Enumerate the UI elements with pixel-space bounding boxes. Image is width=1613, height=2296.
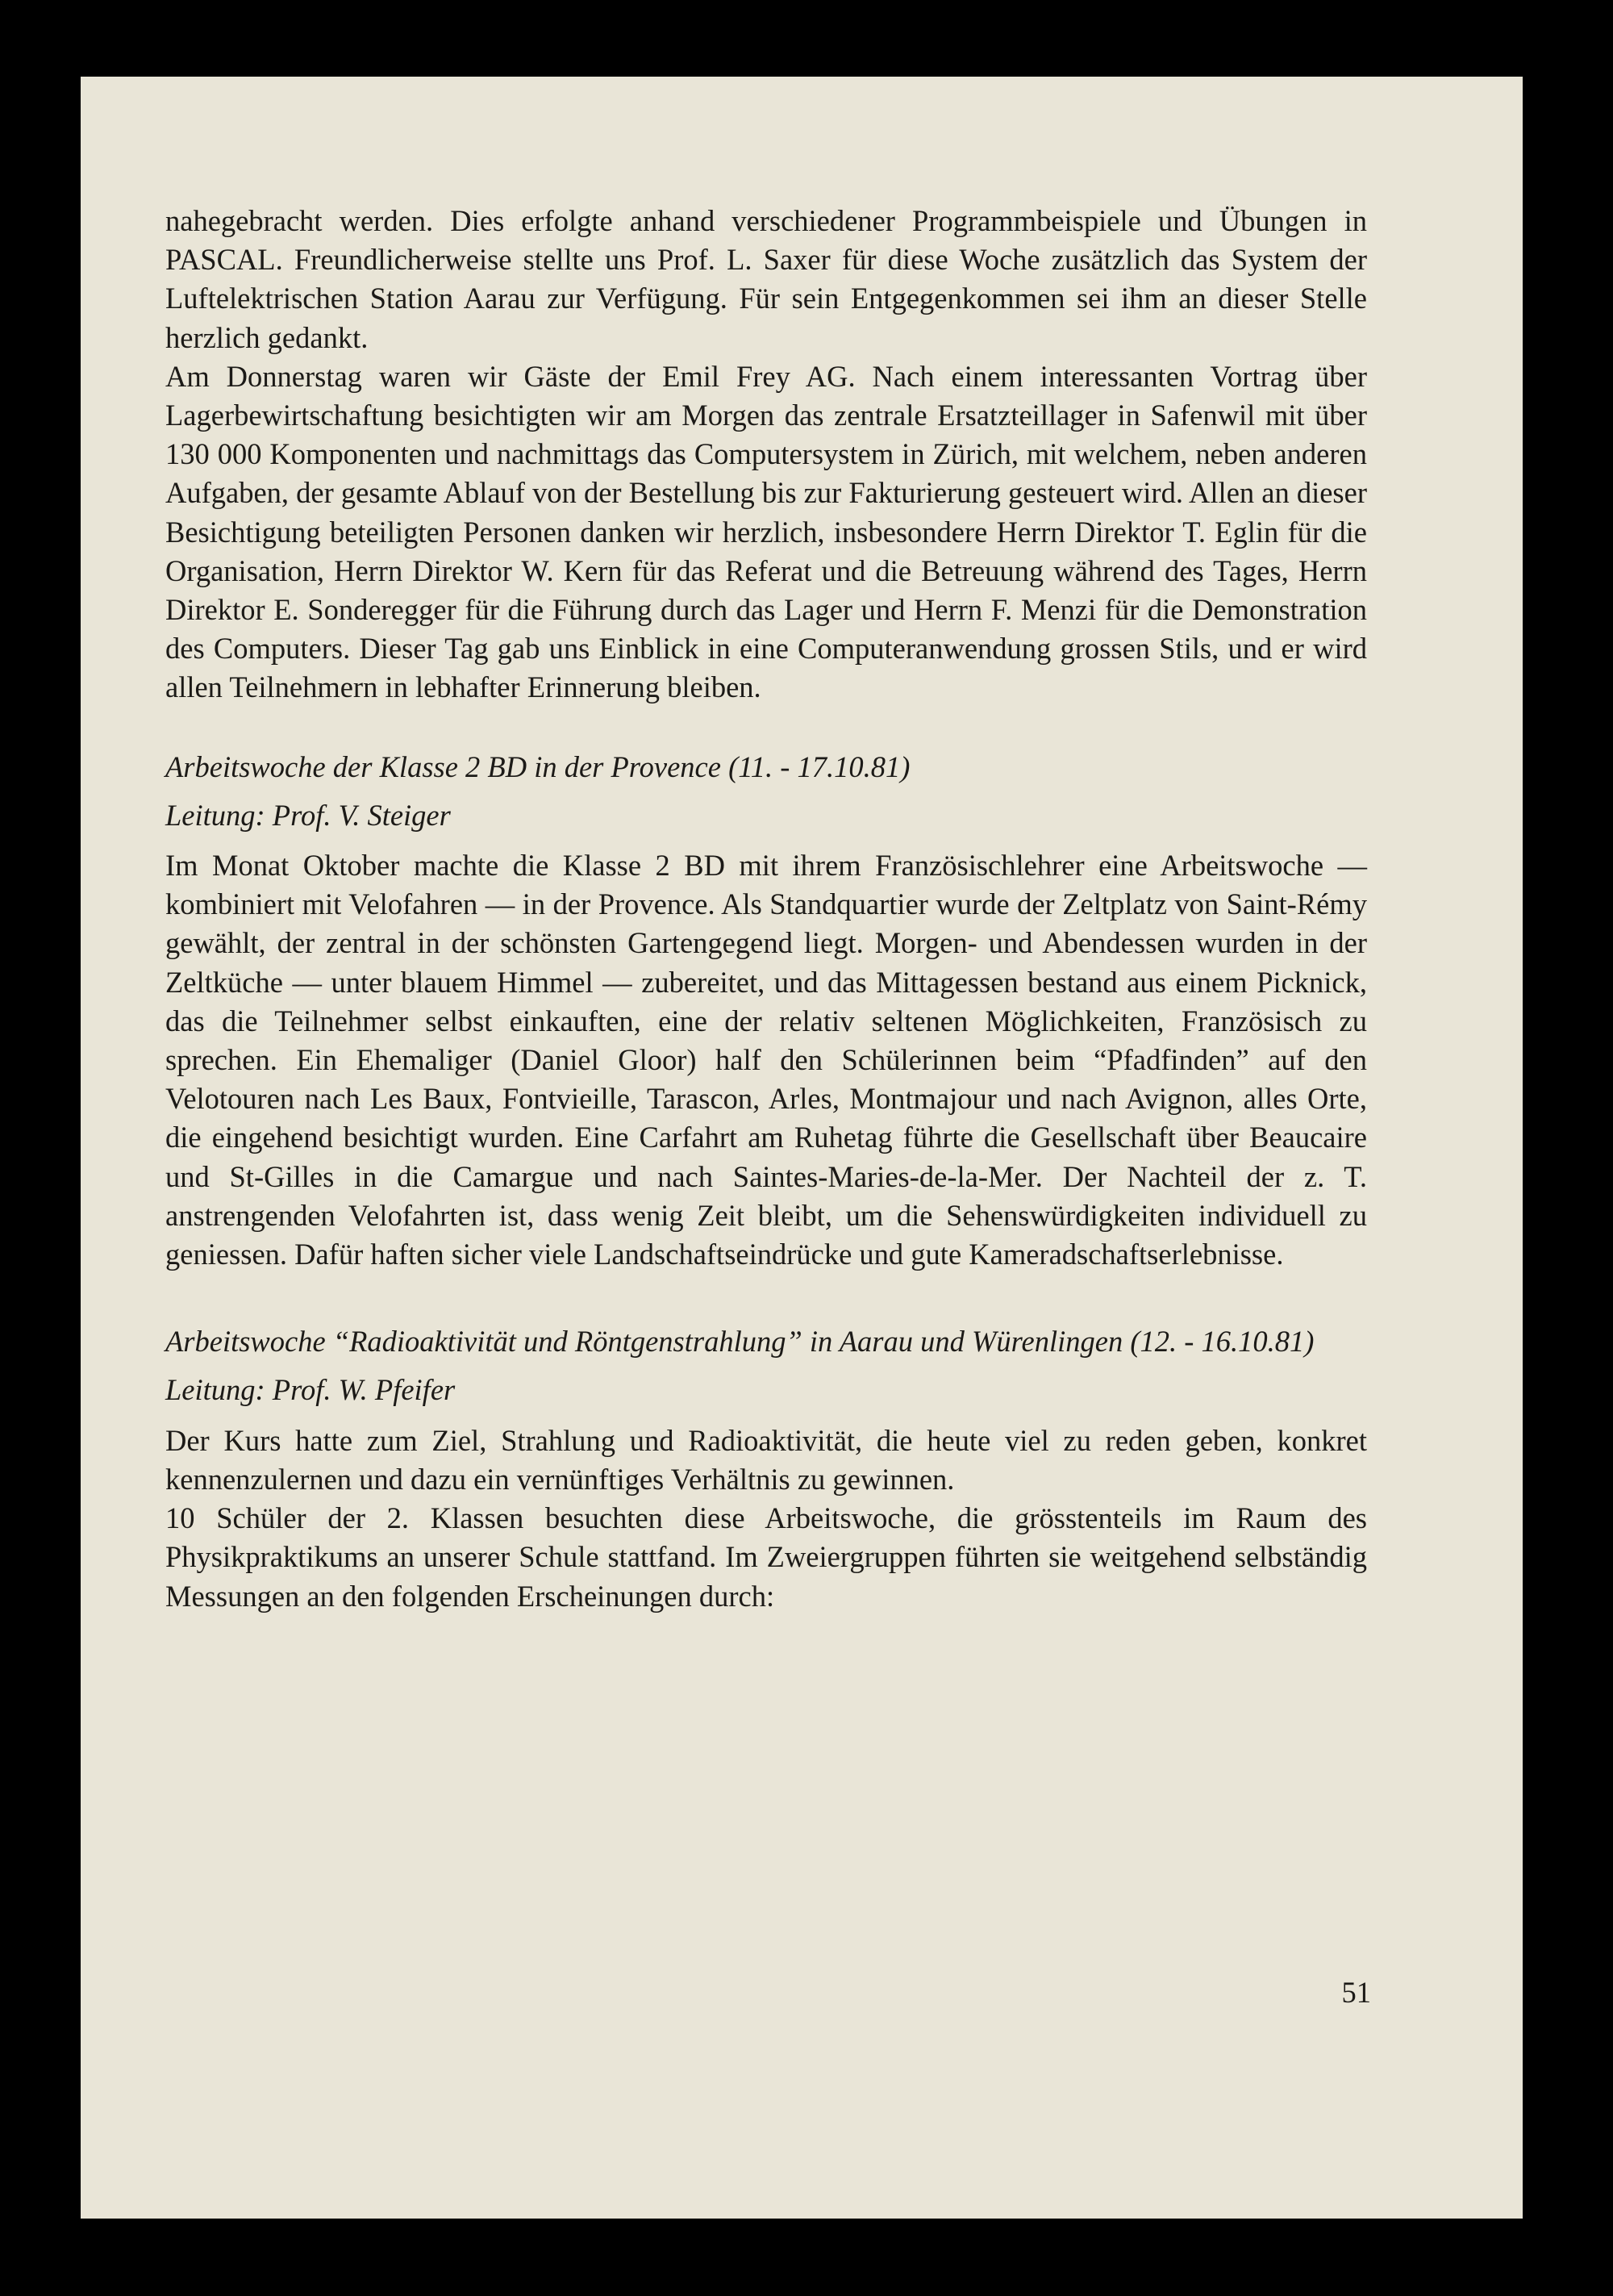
- section-heading-radioactivity: Arbeitswoche “Radioaktivität und Röntgenstrahlung” in Aarau und Würenlingen (12. - 16.10.81): [165, 1325, 1315, 1359]
- body-text: [165, 202, 1367, 1616]
- paragraph-programming: nahegebracht werden. Dies erfolgte anhand verschiedener Programmbeispiele und Übungen in PASCAL. Freundlicherweise stellte uns Prof. L. Saxer für diese Woche zusätzlich das System der Luftelektrischen Station Aarau zur Verfügung. Für sein Entgegenkommen sei ihm an dieser Stelle herzlich gedankt.: [165, 204, 1367, 354]
- section-lead-radioactivity: Leitung: Prof. W. Pfeifer: [165, 1373, 456, 1407]
- paragraph-radioactivity-students: 10 Schüler der 2. Klassen besuchten diese Arbeitswoche, die grösstenteils im Raum des Physikpraktikums an unserer Schule stattfand. Im Zweiergruppen führten sie weitgehend selbständig Messungen an den folgenden Erscheinungen durch:: [165, 1501, 1367, 1613]
- section-heading-provence: Arbeitswoche der Klasse 2 BD in der Provence (11. - 17.10.81): [165, 749, 911, 783]
- paragraph-emil-frey-visit: Am Donnerstag waren wir Gäste der Emil Frey AG. Nach einem interessanten Vortrag über Lagerbewirtschaftung besichtigten wir am Morgen das zentrale Ersatzteillager in Safenwil mit über 130 000 Komponenten und nachmittags das Computersystem in Zürich, mit welchem, neben anderen Aufgaben, der gesamte Ablauf von der Bestellung bis zur Fakturierung gesteuert wird. Allen an dieser Besichtigung beteiligten Personen danken wir herzlich, insbesondere Herrn Direktor T. Eglin für die Organisation, Herrn Direktor W. Kern für das Referat und die Betreuung während des Tages, Herrn Direktor E. Sonderegger für die Führung durch das Lager und Herrn F. Menzi für die Demonstration des Computers. Dieser Tag gab uns Einblick in eine Computeranwendung grossen Stils, und er wird allen Teilnehmern in lebhafter Erinnerung bleiben.: [165, 359, 1367, 704]
- document-page: [81, 77, 1523, 2219]
- page-number: 51: [1341, 1976, 1371, 2009]
- paragraph-radioactivity-goal: Der Kurs hatte zum Ziel, Strahlung und Radioaktivität, die heute viel zu reden geben, konkret kennenzulernen und dazu ein vernünftiges Verhältnis zu gewinnen.: [165, 1423, 1367, 1496]
- section-lead-provence: Leitung: Prof. V. Steiger: [165, 798, 451, 832]
- paragraph-provence: Im Monat Oktober machte die Klasse 2 BD mit ihrem Französischlehrer eine Arbeitswoche — kombiniert mit Velofahren — in der Provence. Als Standquartier wurde der Zeltplatz von Saint-Rémy gewählt, der zentral in der schönsten Gartengegend liegt. Morgen- und Abendessen wurden in der Zeltküche — unter blauem Himmel — zubereitet, und das Mittagessen bestand aus einem Picknick, das die Teilnehmer selbst einkauften, eine der relativ seltenen Möglichkeiten, Französisch zu sprechen. Ein Ehemaliger (Daniel Gloor) half den Schülerinnen beim “Pfadfinden” auf den Velotouren nach Les Baux, Fontvieille, Tarascon, Arles, Montmajour und nach Avignon, alles Orte, die eingehend besichtigt wurden. Eine Carfahrt am Ruhetag führte die Gesellschaft über Beaucaire und St-Gilles in die Camargue und nach Saintes-Maries-de-la-Mer. Der Nachteil der z. T. anstrengenden Velofahrten ist, dass wenig Zeit bleibt, um die Sehenswürdigkeiten individuell zu geniessen. Dafür haften sicher viele Landschaftseindrücke und gute Kameradschaftserlebnisse.: [165, 849, 1367, 1271]
